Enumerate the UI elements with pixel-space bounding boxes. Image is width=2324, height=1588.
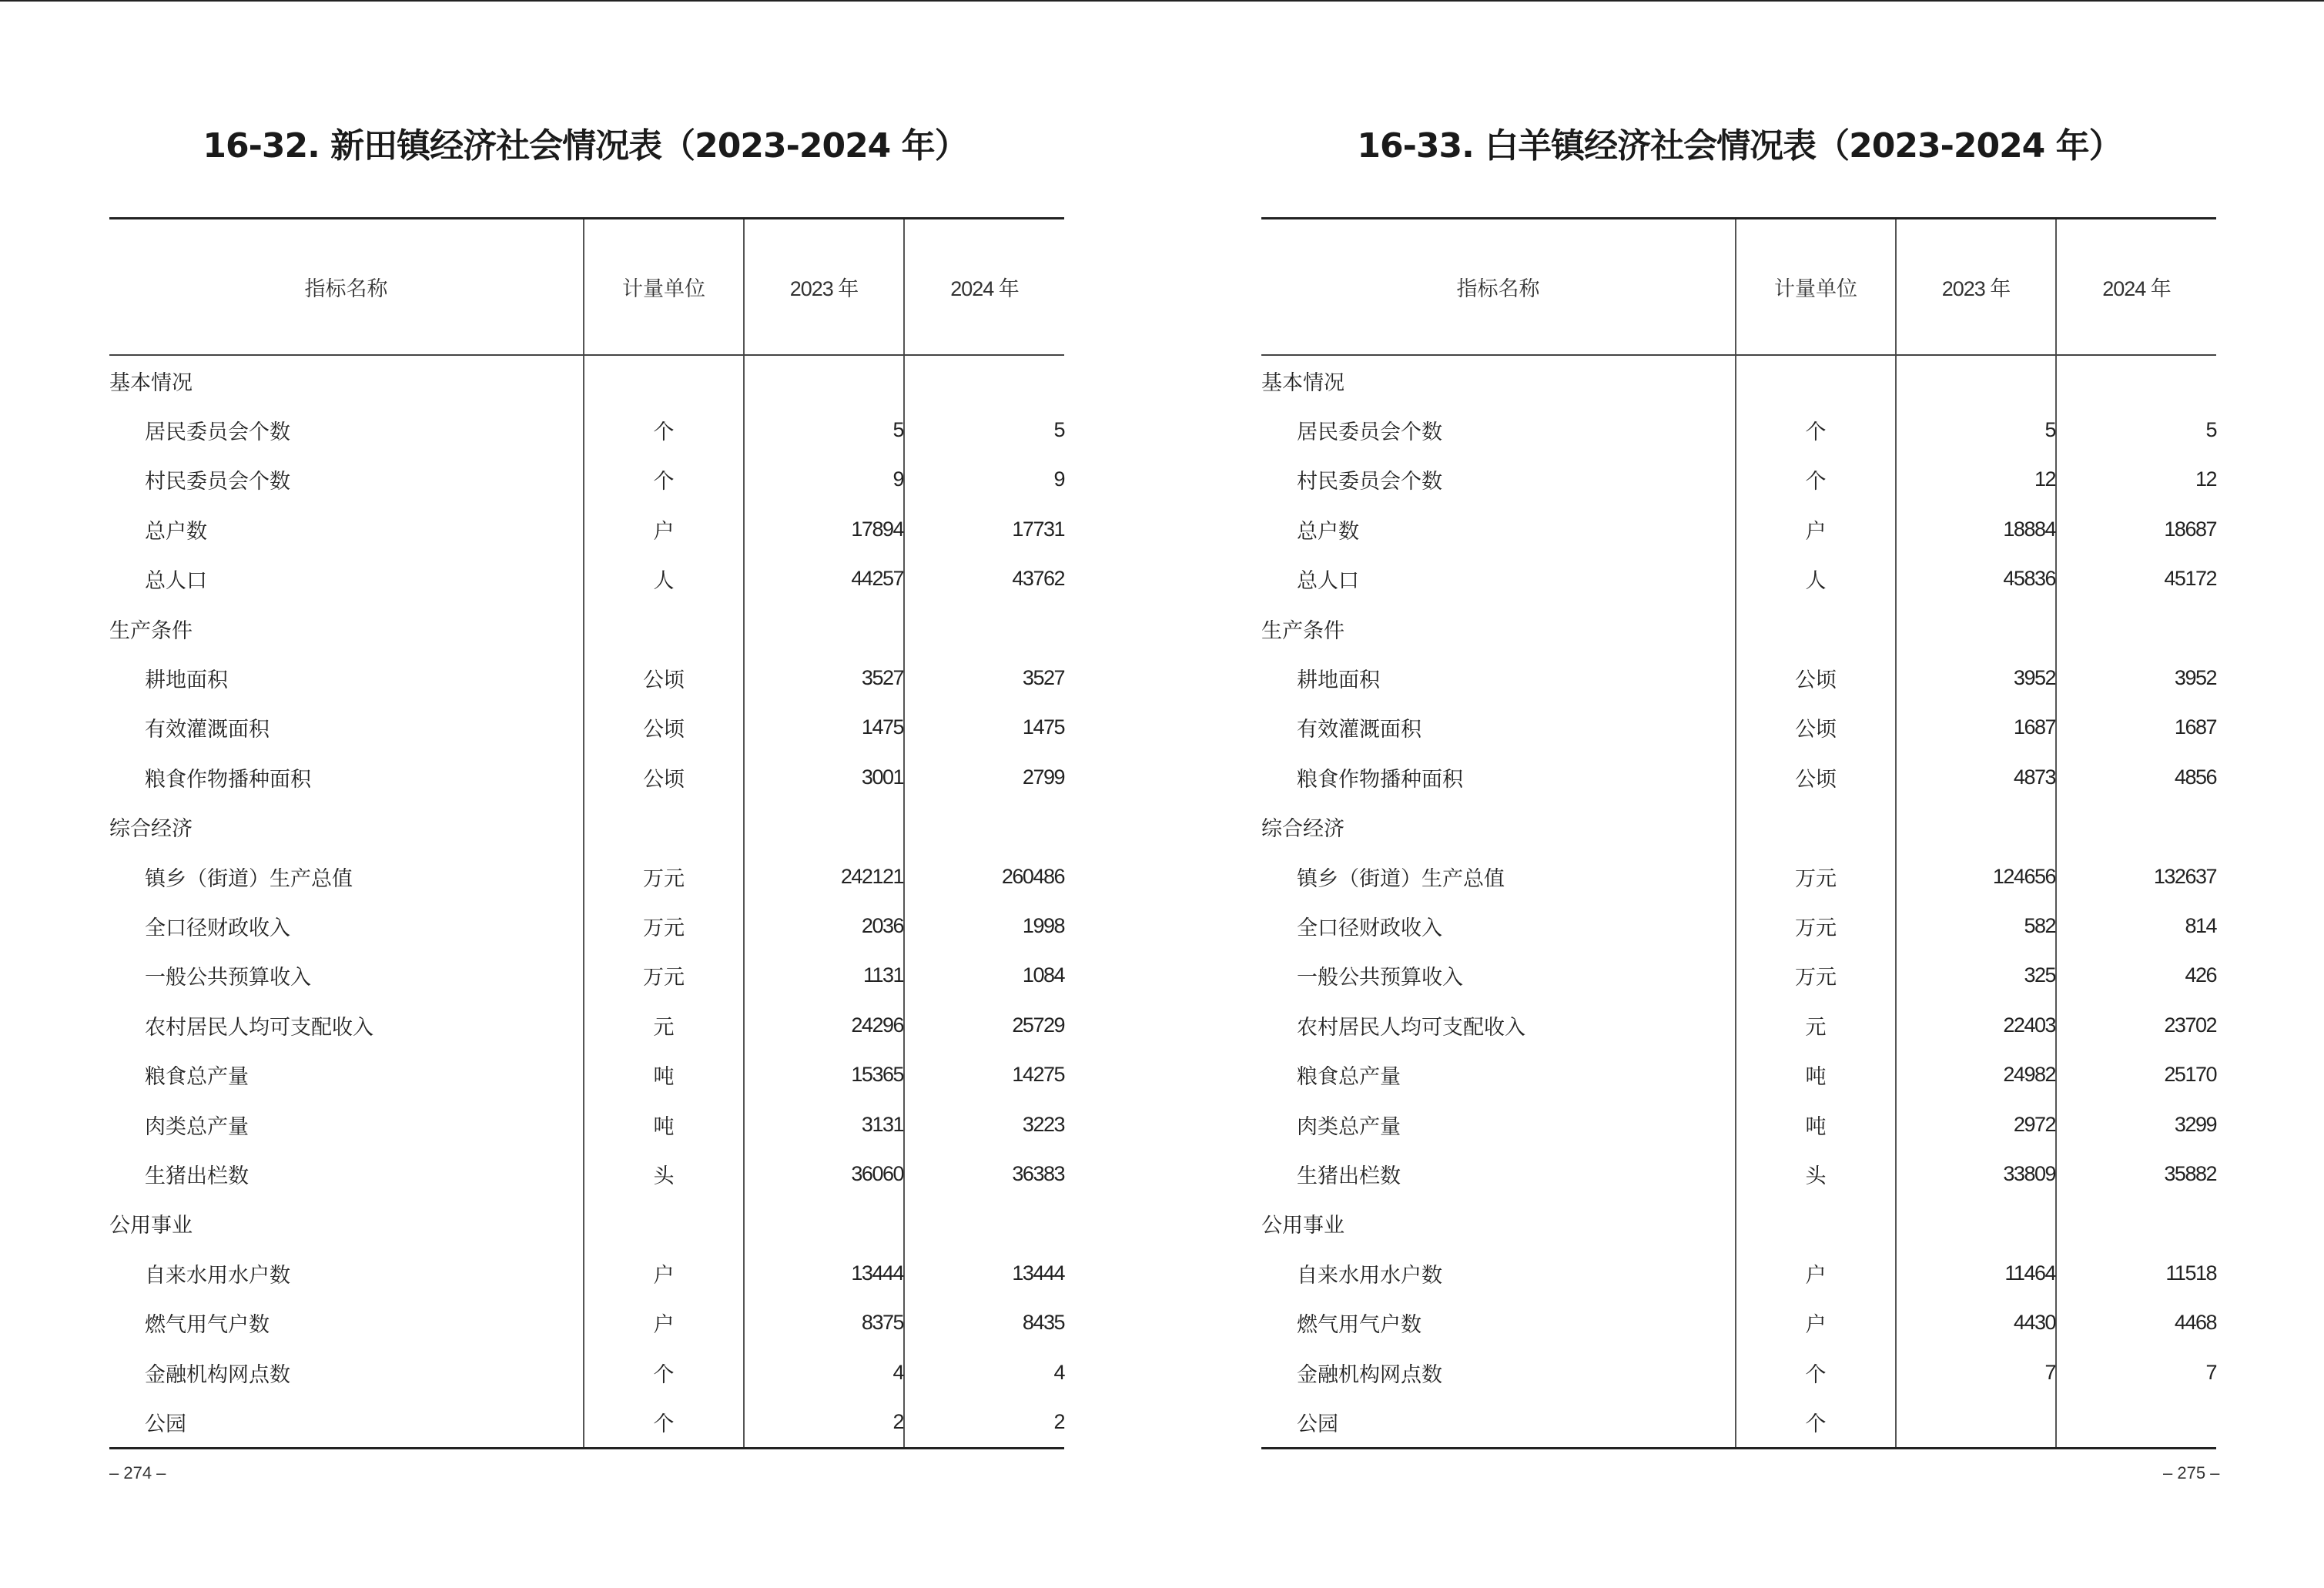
indicator-name-cell: 生猪出栏数 <box>145 1164 249 1188</box>
section-row <box>109 355 1064 405</box>
table-row <box>1261 752 2216 802</box>
value-2023-cell: 582 <box>1896 901 2056 950</box>
section-row <box>1261 1199 2216 1248</box>
value-2024-cell <box>2056 802 2216 852</box>
value-2024-cell: 12 <box>2056 455 2216 504</box>
value-2023-cell: 325 <box>1896 951 2056 1000</box>
value-2024-cell: 1475 <box>904 703 1064 752</box>
indicator-name-cell: 有效灌溉面积 <box>145 718 270 742</box>
value-2024-cell: 11518 <box>2056 1248 2216 1298</box>
indicator-name-cell: 镇乡（街道）生产总值 <box>1297 866 1505 891</box>
value-2023-cell: 2972 <box>1896 1100 2056 1149</box>
value-2023-cell: 44257 <box>744 554 904 604</box>
value-2024-cell: 814 <box>2056 901 2216 950</box>
unit-cell <box>584 355 744 405</box>
table-row <box>109 752 1064 802</box>
section-row <box>1261 604 2216 653</box>
value-2023-cell: 33809 <box>1896 1149 2056 1198</box>
indicator-name-cell: 全口径财政收入 <box>145 916 290 940</box>
value-2024-cell: 23702 <box>2056 1000 2216 1050</box>
value-2023-cell <box>1896 802 2056 852</box>
section-row <box>1261 802 2216 852</box>
unit-cell: 公顷 <box>584 703 744 752</box>
indicator-name-cell: 金融机构网点数 <box>145 1362 290 1387</box>
header-year-2024: 2024 年 <box>904 219 1064 356</box>
table-row <box>1261 554 2216 604</box>
value-2023-cell: 2036 <box>744 901 904 950</box>
value-2024-cell <box>2056 604 2216 653</box>
indicator-name-cell: 公园 <box>145 1412 186 1436</box>
unit-cell <box>1736 604 1896 653</box>
indicator-name-cell: 粮食作物播种面积 <box>145 767 311 792</box>
value-2024-cell: 45172 <box>2056 554 2216 604</box>
value-2023-cell: 24982 <box>1896 1050 2056 1099</box>
unit-cell: 公顷 <box>584 752 744 802</box>
unit-cell: 人 <box>584 554 744 604</box>
value-2023-cell <box>1896 355 2056 405</box>
unit-cell <box>1736 1199 1896 1248</box>
indicator-name-cell: 村民委员会个数 <box>145 470 290 494</box>
indicator-name-cell: 综合经济 <box>1261 817 1345 842</box>
value-2023-cell: 12 <box>1896 455 2056 504</box>
value-2024-cell: 3299 <box>2056 1100 2216 1149</box>
value-2023-cell: 1475 <box>744 703 904 752</box>
value-2023-cell: 15365 <box>744 1050 904 1099</box>
unit-cell: 万元 <box>584 951 744 1000</box>
table-row <box>109 852 1064 901</box>
table-row <box>1261 405 2216 454</box>
unit-cell: 户 <box>584 504 744 554</box>
header-year-2023: 2023 年 <box>744 219 904 356</box>
value-2024-cell: 426 <box>2056 951 2216 1000</box>
value-2023-cell: 18884 <box>1896 504 2056 554</box>
value-2024-cell <box>904 604 1064 653</box>
unit-cell: 头 <box>1736 1149 1896 1198</box>
indicator-name-cell: 镇乡（街道）生产总值 <box>145 866 353 891</box>
indicator-name-cell: 金融机构网点数 <box>1297 1362 1442 1387</box>
unit-cell: 个 <box>584 1348 744 1397</box>
value-2024-cell: 5 <box>904 405 1064 454</box>
section-row <box>1261 355 2216 405</box>
table-row <box>1261 1050 2216 1099</box>
value-2024-cell: 260486 <box>904 852 1064 901</box>
value-2023-cell: 1687 <box>1896 703 2056 752</box>
table-row <box>109 405 1064 454</box>
value-2024-cell: 4468 <box>2056 1298 2216 1347</box>
unit-cell <box>584 604 744 653</box>
value-2024-cell: 4 <box>904 1348 1064 1397</box>
value-2023-cell: 3131 <box>744 1100 904 1149</box>
page-number: – 275 – <box>2163 1463 2220 1482</box>
indicator-name-cell: 总户数 <box>1297 519 1359 544</box>
indicator-name-cell: 一般公共预算收入 <box>1297 966 1463 990</box>
section-row <box>109 802 1064 852</box>
unit-cell: 万元 <box>1736 852 1896 901</box>
value-2024-cell: 36383 <box>904 1149 1064 1198</box>
table-row <box>109 901 1064 950</box>
unit-cell: 万元 <box>584 901 744 950</box>
value-2023-cell: 5 <box>744 405 904 454</box>
value-2023-cell: 7 <box>1896 1348 2056 1397</box>
value-2024-cell <box>2056 1397 2216 1448</box>
indicator-name-cell: 一般公共预算收入 <box>145 966 311 990</box>
table-row <box>109 951 1064 1000</box>
value-2023-cell: 36060 <box>744 1149 904 1198</box>
table-row <box>1261 1248 2216 1298</box>
indicator-name-cell: 自来水用水户数 <box>145 1263 290 1288</box>
unit-cell: 公顷 <box>584 653 744 702</box>
indicator-name-cell: 生产条件 <box>109 618 193 643</box>
indicator-name-cell: 公园 <box>1297 1412 1338 1436</box>
indicator-name-cell: 基本情况 <box>109 370 193 395</box>
value-2023-cell: 17894 <box>744 504 904 554</box>
header-unit: 计量单位 <box>1736 219 1896 356</box>
indicator-name-cell: 公用事业 <box>109 1214 193 1238</box>
unit-cell: 吨 <box>584 1100 744 1149</box>
unit-cell: 户 <box>1736 1248 1896 1298</box>
table-row <box>109 1050 1064 1099</box>
indicator-name-cell: 综合经济 <box>109 817 193 842</box>
value-2024-cell: 17731 <box>904 504 1064 554</box>
indicator-name-cell: 居民委员会个数 <box>1297 420 1442 445</box>
indicator-name-cell: 农村居民人均可支配收入 <box>145 1015 373 1040</box>
table-row <box>1261 1397 2216 1448</box>
unit-cell: 户 <box>1736 504 1896 554</box>
indicator-name-cell: 自来水用水户数 <box>1297 1263 1442 1288</box>
value-2023-cell: 45836 <box>1896 554 2056 604</box>
indicator-name-cell: 基本情况 <box>1261 370 1345 395</box>
value-2024-cell: 25729 <box>904 1000 1064 1050</box>
value-2024-cell: 4856 <box>2056 752 2216 802</box>
value-2024-cell: 3223 <box>904 1100 1064 1149</box>
indicator-name-cell: 肉类总产量 <box>1297 1114 1401 1139</box>
table-row <box>1261 504 2216 554</box>
indicator-name-cell: 居民委员会个数 <box>145 420 290 445</box>
value-2024-cell: 5 <box>2056 405 2216 454</box>
value-2023-cell: 5 <box>1896 405 2056 454</box>
value-2023-cell: 1131 <box>744 951 904 1000</box>
value-2023-cell: 13444 <box>744 1248 904 1298</box>
value-2024-cell: 14275 <box>904 1050 1064 1099</box>
value-2023-cell <box>1896 1397 2056 1448</box>
table-row <box>1261 455 2216 504</box>
header-unit: 计量单位 <box>584 219 744 356</box>
table-row <box>109 1298 1064 1347</box>
value-2023-cell: 9 <box>744 455 904 504</box>
value-2023-cell: 11464 <box>1896 1248 2056 1298</box>
table-row <box>1261 1100 2216 1149</box>
table-row <box>1261 1298 2216 1347</box>
value-2024-cell: 2799 <box>904 752 1064 802</box>
value-2024-cell: 9 <box>904 455 1064 504</box>
value-2023-cell <box>1896 604 2056 653</box>
value-2024-cell: 8435 <box>904 1298 1064 1347</box>
unit-cell: 万元 <box>1736 951 1896 1000</box>
table-row <box>109 703 1064 752</box>
table-header-row <box>1261 219 2216 356</box>
header-indicator-name: 指标名称 <box>109 219 584 356</box>
table-row <box>109 554 1064 604</box>
value-2023-cell <box>744 604 904 653</box>
value-2024-cell: 3952 <box>2056 653 2216 702</box>
value-2023-cell: 3527 <box>744 653 904 702</box>
indicator-name-cell: 有效灌溉面积 <box>1297 718 1422 742</box>
indicator-name-cell: 村民委员会个数 <box>1297 470 1442 494</box>
table-row <box>1261 1348 2216 1397</box>
header-year-2023: 2023 年 <box>1896 219 2056 356</box>
unit-cell: 公顷 <box>1736 653 1896 702</box>
table-row <box>109 1100 1064 1149</box>
value-2024-cell: 1084 <box>904 951 1064 1000</box>
unit-cell: 个 <box>584 455 744 504</box>
unit-cell: 万元 <box>1736 901 1896 950</box>
unit-cell: 户 <box>1736 1298 1896 1347</box>
indicator-name-cell: 肉类总产量 <box>145 1114 249 1139</box>
value-2024-cell: 1687 <box>2056 703 2216 752</box>
unit-cell: 个 <box>1736 455 1896 504</box>
indicator-name-cell: 粮食作物播种面积 <box>1297 767 1463 792</box>
indicator-name-cell: 总人口 <box>145 569 207 594</box>
value-2023-cell: 2 <box>744 1397 904 1448</box>
unit-cell: 个 <box>1736 405 1896 454</box>
unit-cell <box>584 802 744 852</box>
value-2023-cell: 242121 <box>744 852 904 901</box>
page-title: 16-32. 新田镇经济社会情况表（2023-2024 年） <box>203 126 968 166</box>
unit-cell: 万元 <box>584 852 744 901</box>
table-row <box>1261 1000 2216 1050</box>
table-row <box>109 653 1064 702</box>
indicator-name-cell: 粮食总产量 <box>1297 1065 1401 1090</box>
value-2023-cell: 4430 <box>1896 1298 2056 1347</box>
value-2024-cell: 13444 <box>904 1248 1064 1298</box>
table-row <box>1261 951 2216 1000</box>
table-row <box>109 1000 1064 1050</box>
value-2024-cell: 7 <box>2056 1348 2216 1397</box>
table-row <box>1261 852 2216 901</box>
value-2024-cell <box>2056 1199 2216 1248</box>
table-row <box>1261 1149 2216 1198</box>
value-2023-cell: 3952 <box>1896 653 2056 702</box>
value-2024-cell <box>2056 355 2216 405</box>
indicator-name-cell: 总户数 <box>145 519 207 544</box>
table-row <box>109 1248 1064 1298</box>
indicator-name-cell: 生产条件 <box>1261 618 1345 643</box>
unit-cell: 户 <box>584 1298 744 1347</box>
value-2023-cell: 4873 <box>1896 752 2056 802</box>
value-2024-cell: 25170 <box>2056 1050 2216 1099</box>
unit-cell: 公顷 <box>1736 703 1896 752</box>
table-row <box>1261 703 2216 752</box>
unit-cell: 吨 <box>1736 1050 1896 1099</box>
value-2023-cell: 124656 <box>1896 852 2056 901</box>
table-row <box>109 1149 1064 1198</box>
value-2023-cell <box>744 1199 904 1248</box>
value-2024-cell: 18687 <box>2056 504 2216 554</box>
unit-cell: 元 <box>584 1000 744 1050</box>
unit-cell <box>1736 802 1896 852</box>
unit-cell: 吨 <box>584 1050 744 1099</box>
table-row <box>1261 901 2216 950</box>
value-2024-cell <box>904 1199 1064 1248</box>
value-2024-cell: 132637 <box>2056 852 2216 901</box>
header-year-2024: 2024 年 <box>2056 219 2216 356</box>
indicator-name-cell: 生猪出栏数 <box>1297 1164 1401 1188</box>
unit-cell: 公顷 <box>1736 752 1896 802</box>
indicator-name-cell: 耕地面积 <box>1297 668 1380 693</box>
page-title: 16-33. 白羊镇经济社会情况表（2023-2024 年） <box>1357 126 2122 166</box>
right-page <box>1162 0 2324 1588</box>
indicator-name-cell: 燃气用气户数 <box>145 1313 270 1338</box>
header-indicator-name: 指标名称 <box>1261 219 1736 356</box>
indicator-name-cell: 公用事业 <box>1261 1214 1345 1238</box>
value-2024-cell: 43762 <box>904 554 1064 604</box>
unit-cell: 个 <box>584 405 744 454</box>
indicator-name-cell: 农村居民人均可支配收入 <box>1297 1015 1525 1040</box>
stats-table <box>109 217 1064 1449</box>
value-2023-cell: 3001 <box>744 752 904 802</box>
indicator-name-cell: 粮食总产量 <box>145 1065 249 1090</box>
unit-cell: 头 <box>584 1149 744 1198</box>
unit-cell: 个 <box>1736 1348 1896 1397</box>
value-2024-cell: 2 <box>904 1397 1064 1448</box>
unit-cell <box>584 1199 744 1248</box>
value-2023-cell: 22403 <box>1896 1000 2056 1050</box>
page-number: – 274 – <box>109 1463 166 1482</box>
section-row <box>109 1199 1064 1248</box>
value-2024-cell: 35882 <box>2056 1149 2216 1198</box>
value-2024-cell <box>904 355 1064 405</box>
unit-cell: 吨 <box>1736 1100 1896 1149</box>
value-2023-cell: 8375 <box>744 1298 904 1347</box>
unit-cell: 元 <box>1736 1000 1896 1050</box>
unit-cell <box>1736 355 1896 405</box>
unit-cell: 人 <box>1736 554 1896 604</box>
value-2023-cell <box>744 355 904 405</box>
table-row <box>109 504 1064 554</box>
stats-table <box>1261 217 2216 1449</box>
value-2024-cell: 1998 <box>904 901 1064 950</box>
unit-cell: 户 <box>584 1248 744 1298</box>
unit-cell: 个 <box>584 1397 744 1448</box>
value-2023-cell <box>744 802 904 852</box>
indicator-name-cell: 燃气用气户数 <box>1297 1313 1422 1338</box>
value-2024-cell: 3527 <box>904 653 1064 702</box>
table-row <box>109 1397 1064 1448</box>
indicator-name-cell: 耕地面积 <box>145 668 228 693</box>
value-2024-cell <box>904 802 1064 852</box>
unit-cell: 个 <box>1736 1397 1896 1448</box>
section-row <box>109 604 1064 653</box>
value-2023-cell <box>1896 1199 2056 1248</box>
value-2023-cell: 4 <box>744 1348 904 1397</box>
table-row <box>109 455 1064 504</box>
table-row <box>1261 653 2216 702</box>
indicator-name-cell: 全口径财政收入 <box>1297 916 1442 940</box>
table-row <box>109 1348 1064 1397</box>
value-2023-cell: 24296 <box>744 1000 904 1050</box>
table-header-row <box>109 219 1064 356</box>
indicator-name-cell: 总人口 <box>1297 569 1359 594</box>
